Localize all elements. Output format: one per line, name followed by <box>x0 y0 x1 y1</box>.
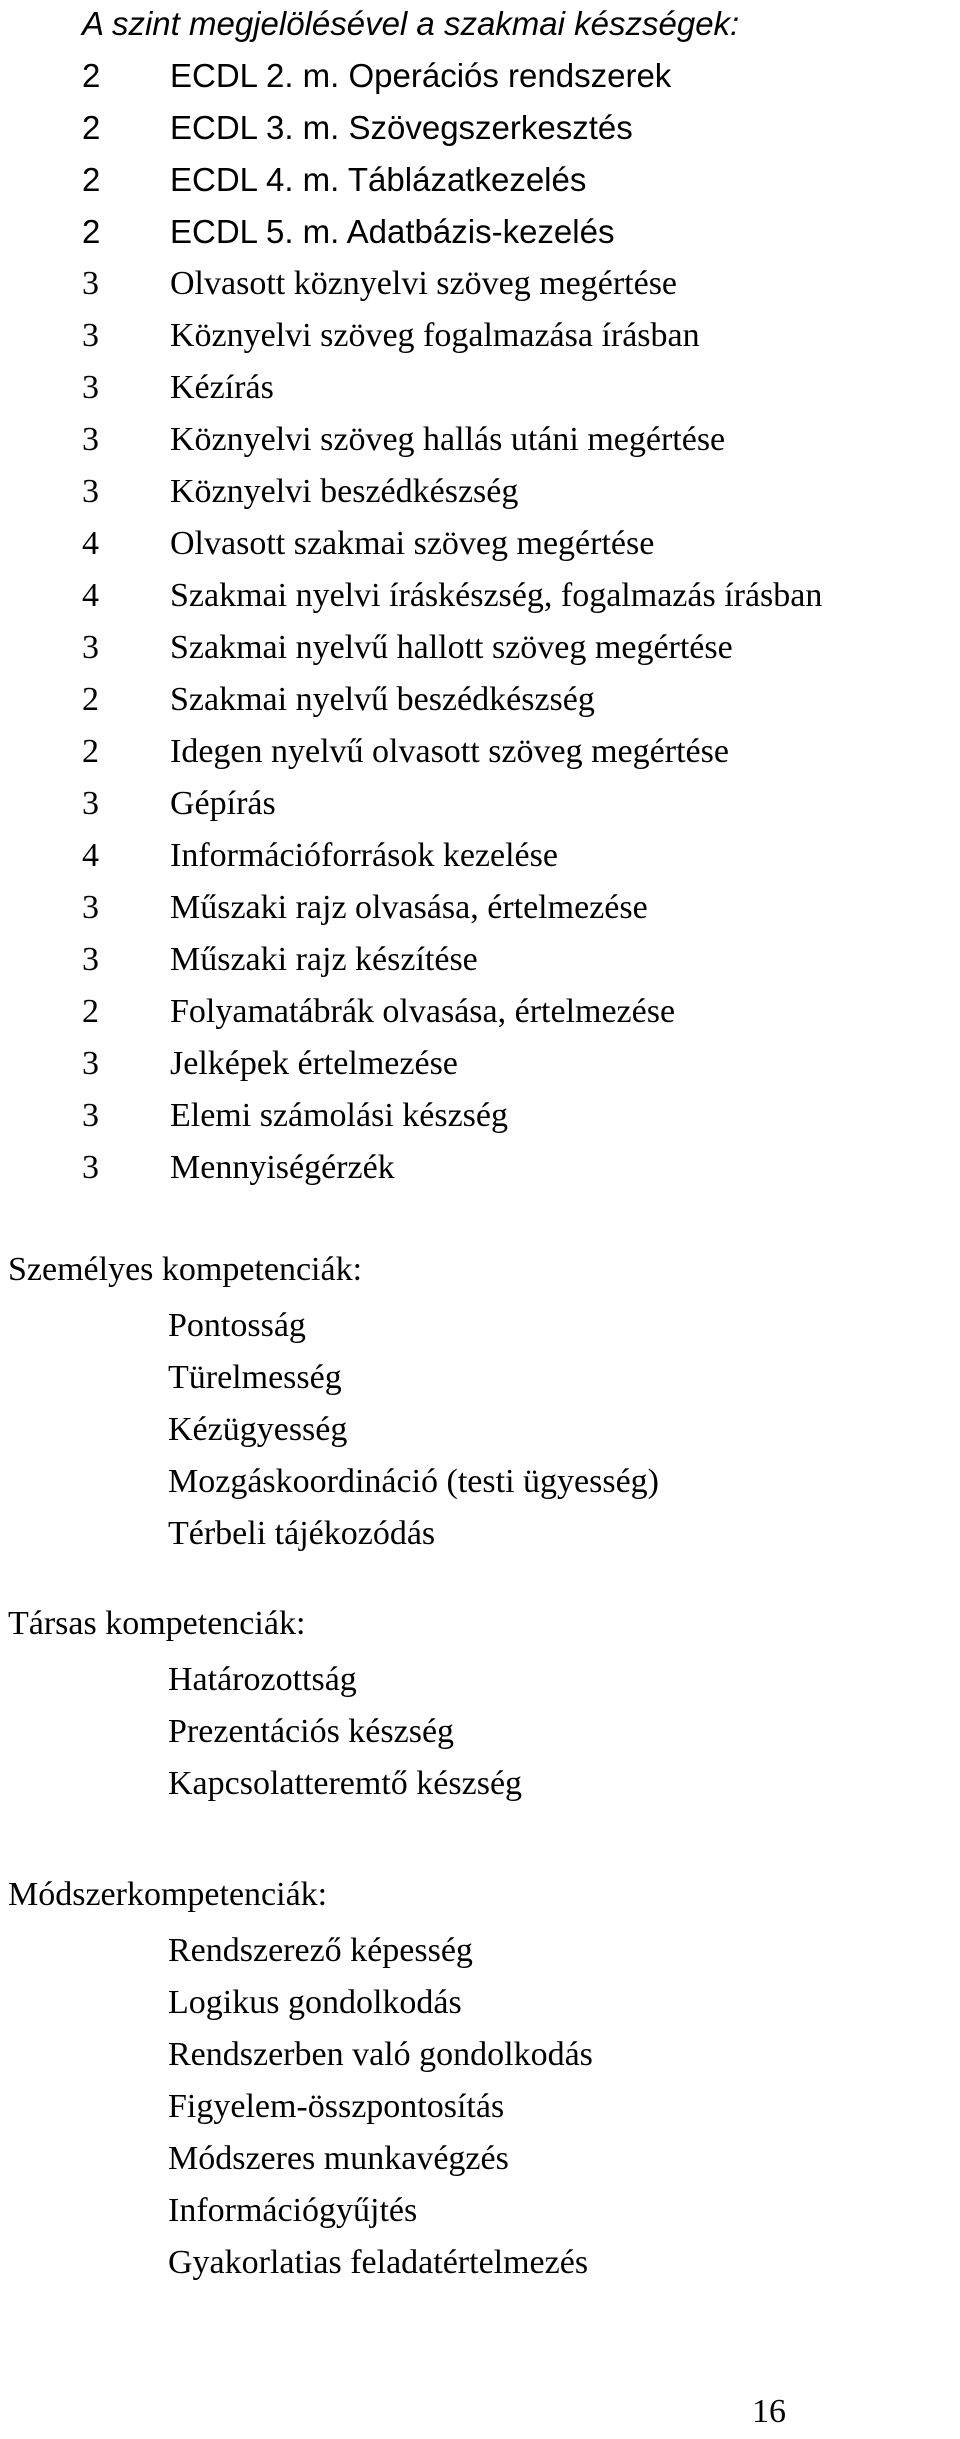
skill-level: 2 <box>82 161 101 198</box>
skill-name: Idegen nyelvű olvasott szöveg megértése <box>170 733 729 770</box>
skill-row <box>82 258 952 310</box>
skill-level: 2 <box>82 109 101 146</box>
skill-row <box>82 882 952 934</box>
skill-row <box>82 830 952 882</box>
skill-level: 3 <box>82 1149 99 1186</box>
skill-level: 3 <box>82 265 99 302</box>
method-competencies-heading: Módszerkompetenciák: <box>8 1876 328 1913</box>
skill-row <box>82 102 952 154</box>
skill-level: 3 <box>82 629 99 666</box>
skill-row <box>82 154 952 206</box>
skill-level: 2 <box>82 681 99 718</box>
skill-level: 3 <box>82 317 99 354</box>
skill-row <box>82 1090 952 1142</box>
skill-row <box>82 206 952 258</box>
skill-name: ECDL 2. m. Operációs rendszerek <box>170 57 672 94</box>
personal-competencies-list <box>8 1300 948 1560</box>
skill-row <box>82 414 952 466</box>
skill-row <box>82 570 952 622</box>
personal-competency-item: Térbeli tájékozódás <box>168 1515 436 1552</box>
skill-name: Köznyelvi szöveg fogalmazása írásban <box>170 317 700 354</box>
social-competencies-heading: Társas kompetenciák: <box>8 1605 306 1642</box>
social-competencies-section <box>8 1602 948 1810</box>
skill-name: Olvasott köznyelvi szöveg megértése <box>170 265 678 302</box>
skill-level: 4 <box>82 525 99 562</box>
skill-row <box>82 50 952 102</box>
skill-row <box>82 310 952 362</box>
skill-row <box>82 778 952 830</box>
skill-row <box>82 674 952 726</box>
skill-row <box>82 726 952 778</box>
social-competencies-list <box>8 1654 948 1810</box>
skill-level: 2 <box>82 213 101 250</box>
skill-name: Mennyiségérzék <box>170 1149 395 1186</box>
skill-level: 3 <box>82 369 99 406</box>
skills-heading: A szint megjelölésével a szakmai készségek: <box>82 5 740 42</box>
skill-level: 3 <box>82 421 99 458</box>
skill-level: 3 <box>82 889 99 926</box>
skill-name: Gépírás <box>170 785 276 822</box>
personal-competencies-heading: Személyes kompetenciák: <box>8 1251 363 1288</box>
page-number: 16 <box>752 2393 786 2430</box>
method-competencies-list <box>8 1925 948 2289</box>
skill-name: Kézírás <box>170 369 274 406</box>
skill-name: Köznyelvi beszédkészség <box>170 473 519 510</box>
skill-level: 3 <box>82 473 99 510</box>
skill-name: Olvasott szakmai szöveg megértése <box>170 525 655 562</box>
skill-level: 2 <box>82 57 101 94</box>
skill-name: ECDL 3. m. Szövegszerkesztés <box>170 109 633 146</box>
skill-level: 4 <box>82 577 99 614</box>
skill-name: Jelképek értelmezése <box>170 1045 458 1082</box>
social-competency-item: Határozottság <box>168 1661 357 1698</box>
skill-level: 3 <box>82 941 99 978</box>
skill-name: Szakmai nyelvű hallott szöveg megértése <box>170 629 733 666</box>
skill-row <box>82 518 952 570</box>
skill-level: 3 <box>82 1097 99 1134</box>
skill-level: 4 <box>82 837 99 874</box>
skill-name: ECDL 5. m. Adatbázis-kezelés <box>170 213 615 250</box>
skill-name: Folyamatábrák olvasása, értelmezése <box>170 993 676 1030</box>
skill-name: Műszaki rajz készítése <box>170 941 478 978</box>
skill-name: Elemi számolási készség <box>170 1097 509 1134</box>
method-competency-item: Módszeres munkavégzés <box>168 2140 509 2177</box>
personal-competency-item: Mozgáskoordináció (testi ügyesség) <box>168 1463 659 1500</box>
skill-row <box>82 622 952 674</box>
skill-name: Műszaki rajz olvasása, értelmezése <box>170 889 648 926</box>
skill-row <box>82 1038 952 1090</box>
skill-level: 2 <box>82 993 99 1030</box>
social-competency-item: Kapcsolatteremtő készség <box>168 1765 523 1802</box>
skill-row <box>82 466 952 518</box>
method-competency-item: Információgyűjtés <box>168 2192 418 2229</box>
method-competency-item: Figyelem-összpontosítás <box>168 2088 505 2125</box>
method-competencies-section <box>8 1873 948 2289</box>
skill-row <box>82 362 952 414</box>
skill-level: 3 <box>82 1045 99 1082</box>
skill-name: ECDL 4. m. Táblázatkezelés <box>170 161 587 198</box>
skill-level: 3 <box>82 785 99 822</box>
personal-competencies-section <box>8 1248 948 1560</box>
personal-competency-item: Pontosság <box>168 1307 306 1344</box>
skill-name: Információforrások kezelése <box>170 837 558 874</box>
skill-name: Szakmai nyelvi íráskészség, fogalmazás írásban <box>170 577 823 614</box>
skill-row <box>82 934 952 986</box>
skills-list <box>82 50 952 1194</box>
method-competency-item: Gyakorlatias feladatértelmezés <box>168 2244 589 2281</box>
skill-level: 2 <box>82 733 99 770</box>
skill-row <box>82 986 952 1038</box>
personal-competency-item: Kézügyesség <box>168 1411 348 1448</box>
method-competency-item: Rendszerező képesség <box>168 1932 473 1969</box>
method-competency-item: Rendszerben való gondolkodás <box>168 2036 593 2073</box>
skill-row <box>82 1142 952 1194</box>
method-competency-item: Logikus gondolkodás <box>168 1984 462 2021</box>
skill-name: Köznyelvi szöveg hallás utáni megértése <box>170 421 726 458</box>
social-competency-item: Prezentációs készség <box>168 1713 455 1750</box>
skill-name: Szakmai nyelvű beszédkészség <box>170 681 595 718</box>
personal-competency-item: Türelmesség <box>168 1359 342 1396</box>
